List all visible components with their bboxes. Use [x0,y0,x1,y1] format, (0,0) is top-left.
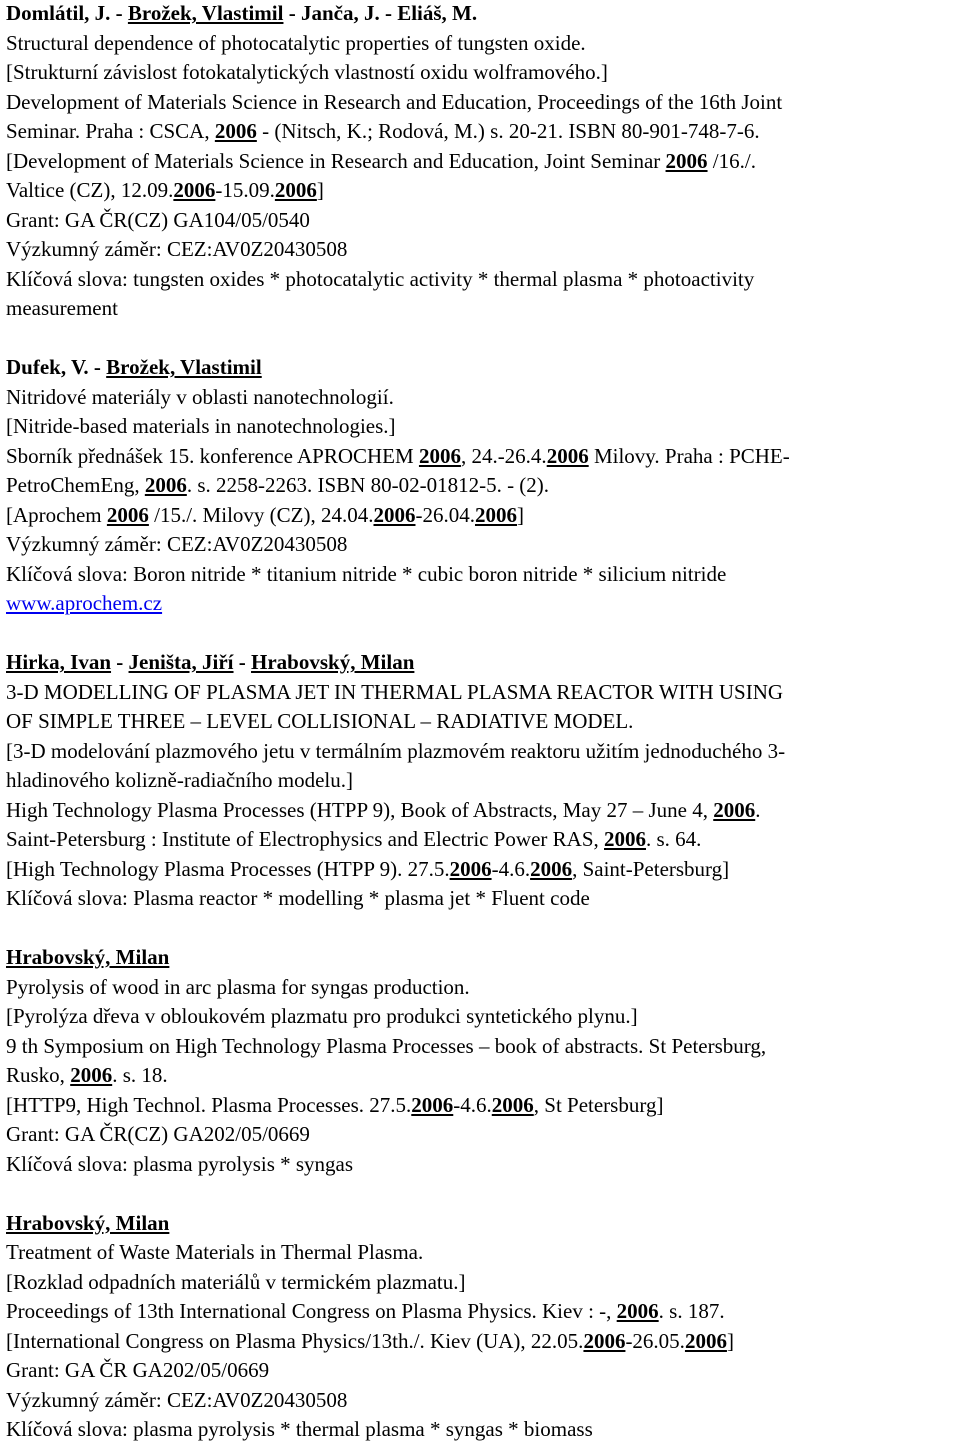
text-segment: Nitridové materiály v oblasti nanotechnologií. [6,384,394,409]
entry-text-line [6,1032,954,1062]
text-segment: 3-D MODELLING OF PLASMA JET IN THERMAL PLASMA REACTOR WITH USING [6,679,784,704]
author-name: Jeništa, Jiří [128,650,234,674]
text-segment: . [755,797,761,822]
year-highlight: 2006 [583,1328,626,1353]
text-segment: 9 th Symposium on High Technology Plasma Processes – book of abstracts. St Petersburg, [6,1033,767,1058]
text-segment: Klíčová slova: Plasma reactor * modelling * plasma jet * Fluent code [6,886,590,910]
year-highlight: 2006 [713,797,756,822]
text-segment: -15.09. [215,178,275,202]
text-segment: Treatment of Waste Materials in Thermal Plasma. [6,1240,424,1264]
text-segment: [3-D modelování plazmového jetu v termálním plazmovém reaktoru užitím jednoduchého 3- [6,738,786,763]
text-segment: Klíčová slova: plasma pyrolysis * syngas [6,1151,354,1176]
entry-text-line [6,973,954,1003]
author-text: - [111,650,129,674]
text-segment: . s. 187. [658,1299,725,1323]
year-highlight: 2006 [604,827,646,851]
year-highlight: 2006 [411,1092,454,1117]
text-segment: Výzkumný záměr: CEZ:AV0Z20430508 [6,237,348,261]
entry-text-line [6,265,954,295]
year-highlight: 2006 [214,119,257,143]
author-name: Brožek, Vlastimil [106,355,262,379]
year-highlight: 2006 [530,856,573,881]
entry-text-line [6,1120,954,1150]
text-segment: Proceedings of 13th International Congress on Plasma Physics. Kiev : -, [6,1299,617,1323]
year-highlight: 2006 [474,502,517,527]
author-text: Dufek, V. - [6,355,107,379]
text-segment: . s. 64. [646,827,702,851]
text-segment: /16./. [707,148,756,173]
text-segment: Rusko, [6,1063,71,1087]
text-segment: , 24.-26.4. [460,443,547,468]
entry-text-line [6,1091,954,1121]
entry-text-line [6,501,954,531]
text-segment: [Nitride-based materials in nanotechnologies.] [6,414,396,438]
text-segment: ] [726,1328,734,1353]
entry-text-line [6,1327,954,1357]
bibliography-entry [6,1209,954,1445]
entry-authors-line [6,648,954,678]
text-segment: Pyrolysis of wood in arc plasma for syngas production. [6,974,470,999]
author-name: Hrabovský, Milan [251,650,415,674]
text-segment: Sborník přednášek 15. konference APROCHEM [6,443,419,468]
entry-text-line [6,383,954,413]
entry-text-line [6,707,954,737]
entry-text-line [6,855,954,885]
entry-text-line [6,176,954,206]
text-segment: . s. 18. [112,1063,168,1087]
entry-text-line [6,1061,954,1091]
entry-text-line [6,412,954,442]
year-highlight: 2006 [373,502,416,527]
year-highlight: 2006 [546,443,589,468]
entry-text-line [6,530,954,560]
year-highlight: 2006 [173,178,216,202]
text-segment: Klíčová slova: Boron nitride * titanium nitride * cubic boron nitride * silicium nitride [6,561,727,586]
text-segment: High Technology Plasma Processes (HTPP 9), Book of Abstracts, May 27 – June 4, [6,797,714,822]
text-segment: hladinového kolizně-radiačního modelu.] [6,768,353,792]
entry-text-line [6,29,954,59]
text-segment: [Aprochem [6,502,107,527]
author-name: Hrabovský, Milan [6,945,170,969]
bibliography-entry [6,353,954,619]
entry-text-line [6,235,954,265]
entry-text-line [6,442,954,472]
year-highlight: 2006 [418,443,461,468]
text-segment: -4.6. [491,856,531,881]
author-text: Domlátil, J. - [6,1,128,25]
text-segment: Development of Materials Science in Research and Education, Proceedings of the 16th Joint [6,89,783,114]
year-highlight: 2006 [449,856,492,881]
author-name: Hirka, Ivan [6,650,112,674]
text-segment: , St Petersburg] [533,1092,664,1117]
text-segment: Grant: GA ČR(CZ) GA104/05/0540 [6,207,310,232]
text-segment: Grant: GA ČR GA202/05/0669 [6,1358,270,1382]
entry-text-line [6,796,954,826]
entry-text-line [6,117,954,147]
text-segment: [High Technology Plasma Processes (HTPP 9). 27.5. [6,856,450,881]
text-segment: Structural dependence of photocatalytic properties of tungsten oxide. [6,30,586,55]
text-segment: [Strukturní závislost fotokatalytických vlastností oxidu wolframového.] [6,60,608,84]
author-name: Hrabovský, Milan [6,1210,170,1235]
entry-authors-line [6,0,954,29]
entry-text-line [6,58,954,88]
entry-text-line [6,1415,954,1445]
year-highlight: 2006 [144,473,187,497]
text-segment: /15./. Milovy (CZ), 24.04. [148,502,374,527]
entry-text-line [6,147,954,177]
year-highlight: 2006 [616,1299,659,1323]
entry-text-line [6,678,954,708]
author-text: - Janča, J. - Eliáš, M. [283,1,478,25]
text-segment: ] [516,502,524,527]
author-text: - [233,650,252,674]
text-segment: PetroChemEng, [6,473,145,497]
text-segment: Výzkumný záměr: CEZ:AV0Z20430508 [6,1387,348,1412]
text-segment: [Development of Materials Science in Research and Education, Joint Seminar [6,148,666,173]
entry-text-line [6,737,954,767]
bibliography-entry [6,648,954,914]
text-segment: OF SIMPLE THREE – LEVEL COLLISIONAL – RADIATIVE MODEL. [6,709,634,733]
text-segment: , Saint-Petersburg] [572,856,730,881]
entry-text-line [6,1268,954,1298]
entry-text-line [6,884,954,914]
year-highlight: 2006 [491,1092,534,1117]
text-segment: -26.04. [415,502,475,527]
text-segment: [Rozklad odpadních materiálů v termickém plazmatu.] [6,1269,466,1294]
entry-text-line [6,1356,954,1386]
website-link[interactable]: www.aprochem.cz [6,591,163,615]
text-segment: Valtice (CZ), 12.09. [6,178,174,202]
text-segment: Saint-Petersburg : Institute of Electrophysics and Electric Power RAS, [6,827,604,851]
text-segment: -26.05. [625,1328,685,1353]
bibliography-entry [6,943,954,1179]
entry-text-line [6,560,954,590]
entry-text-line [6,589,954,619]
entry-text-line [6,766,954,796]
entry-authors-line [6,353,954,383]
year-highlight: 2006 [665,148,708,173]
entry-text-line [6,1386,954,1416]
entry-text-line [6,1297,954,1327]
year-highlight: 2006 [106,502,149,527]
text-segment: Milovy. Praha : PCHE- [588,443,790,468]
text-segment: Klíčová slova: plasma pyrolysis * thermal plasma * syngas * biomass [6,1417,593,1441]
bibliography-entry [6,0,954,324]
entry-text-line [6,825,954,855]
text-segment: . s. 2258-2263. ISBN 80-02-01812-5. - (2). [186,473,550,497]
year-highlight: 2006 [684,1328,727,1353]
text-segment: Seminar. Praha : CSCA, [6,119,215,143]
entry-text-line [6,471,954,501]
entry-text-line [6,294,954,324]
text-segment: Výzkumný záměr: CEZ:AV0Z20430508 [6,532,348,556]
text-segment: measurement [6,296,118,320]
entry-text-line [6,1238,954,1268]
text-segment: [International Congress on Plasma Physics/13th./. Kiev (UA), 22.05. [6,1328,584,1353]
text-segment: [Pyrolýza dřeva v obloukovém plazmatu pro produkci syntetického plynu.] [6,1004,638,1028]
text-segment: - (Nitsch, K.; Rodová, M.) s. 20-21. ISBN 80-901-748-7-6. [256,119,760,143]
entry-authors-line [6,1209,954,1239]
text-segment: Klíčová slova: tungsten oxides * photocatalytic activity * thermal plasma * photoactivity [6,266,755,291]
text-segment: Grant: GA ČR(CZ) GA202/05/0669 [6,1122,310,1146]
entry-authors-line [6,943,954,973]
text-segment: -4.6. [453,1092,492,1117]
text-segment: [HTTP9, High Technol. Plasma Processes. 27.5. [6,1092,412,1117]
entry-text-line [6,88,954,118]
year-highlight: 2006 [274,178,317,202]
text-segment: ] [316,178,324,202]
entry-text-line [6,1150,954,1180]
entry-text-line [6,206,954,236]
entry-text-line [6,1002,954,1032]
author-name: Brožek, Vlastimil [127,1,284,25]
year-highlight: 2006 [70,1063,113,1087]
